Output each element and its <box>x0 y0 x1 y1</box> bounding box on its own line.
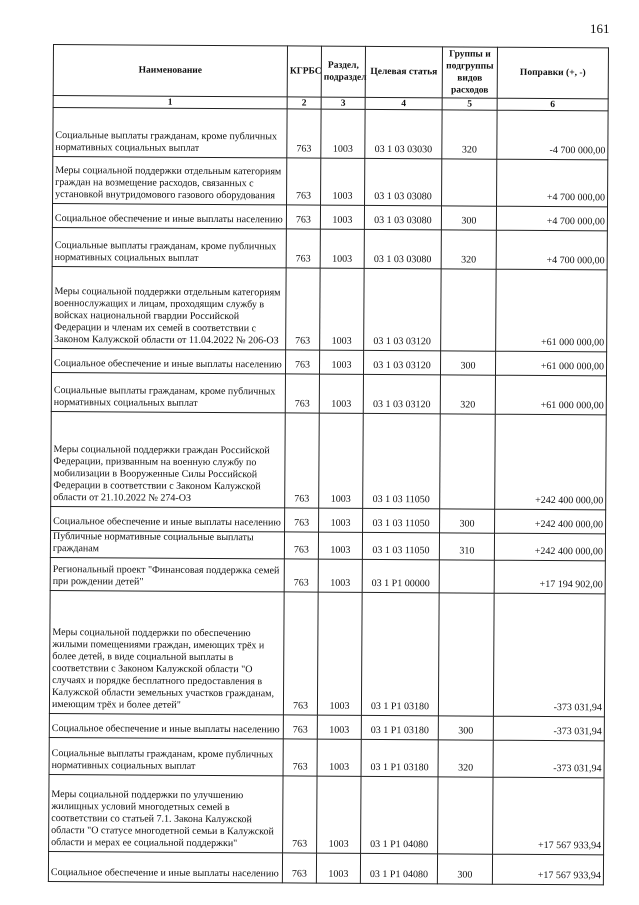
row-group: 300 <box>440 351 495 375</box>
column-header-section: Раздел, подраздел <box>321 46 365 97</box>
table-row <box>49 590 605 716</box>
table-row <box>48 851 603 884</box>
row-target: 03 1 03 03080 <box>365 158 442 205</box>
row-group <box>441 269 496 351</box>
row-name: Публичные нормативные социальные выплаты гражданам <box>50 530 284 558</box>
row-section: 1003 <box>318 532 362 559</box>
row-group: 310 <box>439 533 494 560</box>
row-name: Меры социальной поддержки отдельным категориям граждан на возмещение расходов, связанных с установкой внутридомового газового оборудования <box>53 157 287 205</box>
table-row <box>49 737 604 777</box>
row-amount: +17 567 933,94 <box>492 854 603 885</box>
row-target: 03 1 03 11050 <box>362 532 439 559</box>
column-header-target: Целевая статья <box>365 46 442 97</box>
row-group: 300 <box>437 854 492 884</box>
row-group <box>438 593 494 716</box>
row-section: 1003 <box>317 592 362 715</box>
table-row <box>51 348 606 375</box>
row-amount: +61 000 000,00 <box>495 375 606 415</box>
row-section: 1003 <box>318 559 362 592</box>
table-row <box>49 713 604 740</box>
row-kgrbs: 763 <box>284 559 318 592</box>
row-amount: -373 031,94 <box>493 740 604 778</box>
row-section: 1003 <box>321 109 365 158</box>
row-amount: +17 567 933,94 <box>493 777 604 855</box>
column-number: 5 <box>442 98 497 110</box>
table-row <box>51 372 606 414</box>
row-target: 03 1 03 11050 <box>363 508 440 532</box>
row-kgrbs: 763 <box>287 158 321 205</box>
table-row <box>52 204 607 231</box>
row-kgrbs: 763 <box>285 413 320 508</box>
row-amount: -373 031,94 <box>493 593 605 717</box>
column-header-kgrbs: КГРБС <box>287 46 321 97</box>
row-target: 03 1 Р1 03180 <box>361 715 438 739</box>
row-section: 1003 <box>319 413 364 508</box>
row-target: 03 1 Р1 04080 <box>360 853 437 883</box>
row-kgrbs: 763 <box>284 532 318 559</box>
table-row <box>49 774 604 854</box>
row-amount: +61 000 000,00 <box>496 269 607 352</box>
row-kgrbs: 763 <box>286 268 321 350</box>
row-name: Меры социальной поддержки отдельным категориям военнослужащих и лицам, проходящим службу в войсках национальной гвардии Российской Федерации и членам их семей в соответствии с Законом Калужской области от 11.04.2022 № 206-ОЗ <box>52 266 286 349</box>
column-number: 1 <box>53 96 287 109</box>
row-amount: +4 700 000,00 <box>497 159 608 207</box>
row-section: 1003 <box>320 205 364 229</box>
row-group <box>439 560 494 593</box>
row-section: 1003 <box>321 158 365 205</box>
row-section: 1003 <box>319 374 363 413</box>
column-number: 2 <box>287 97 321 109</box>
table-row <box>52 227 607 269</box>
row-kgrbs: 763 <box>287 109 321 158</box>
row-kgrbs: 763 <box>286 205 320 229</box>
row-section: 1003 <box>317 739 361 776</box>
row-target: 03 1 03 03120 <box>364 268 441 350</box>
column-header-amendments: Поправки (+, -) <box>497 47 608 99</box>
row-name: Социальное обеспечение и иные выплаты населению <box>51 348 285 373</box>
row-section: 1003 <box>320 268 365 350</box>
table-row <box>51 411 607 509</box>
row-kgrbs: 763 <box>282 853 316 883</box>
row-amount: +242 400 000,00 <box>494 533 605 561</box>
row-name: Социальное обеспечение и иные выплаты населению <box>48 851 282 882</box>
column-number: 6 <box>497 98 608 111</box>
budget-amendments-table <box>48 44 609 885</box>
row-name: Социальные выплаты гражданам, кроме публичных нормативных социальных выплат <box>53 108 287 158</box>
row-target: 03 1 03 03120 <box>363 350 440 374</box>
row-amount: +4 700 000,00 <box>496 206 607 231</box>
row-group <box>440 414 496 509</box>
row-kgrbs: 763 <box>283 776 317 853</box>
page-number: 161 <box>590 21 610 36</box>
row-group: 320 <box>442 110 497 159</box>
row-amount: +17 194 902,00 <box>494 560 605 594</box>
row-name: Меры социальной поддержки по обеспечению жилыми помещениями граждан, имеющих трёх и более детей, в виде социальной выплаты в соответствии с Законом Калужской области "О случаях и порядке бесплатного предоставления в Калужской области земельных участков гражданам, имеющим трёх и более детей" <box>49 590 284 714</box>
row-section: 1003 <box>320 229 364 268</box>
row-kgrbs: 763 <box>286 229 320 268</box>
table-header-row <box>53 45 608 99</box>
row-name: Меры социальной поддержки по улучшению жилищных условий многодетных семей в соответствии со статьей 7.1. Закона Калужской области "О статусе многодетной семьи в Калужской области и мерах ее социальной поддержки" <box>49 774 283 852</box>
row-target: 03 1 Р1 00000 <box>362 559 439 592</box>
column-number: 3 <box>321 97 365 109</box>
row-name: Меры социальной поддержки граждан Российской Федерации, призванным на военную службу по мобилизации в Вооруженные Силы Российской Федерации в соответствии с Законом Калужской области от 21.10.2022 № 274-ОЗ <box>51 411 286 507</box>
row-name: Региональный проект "Финансовая поддержка семей при рождении детей" <box>50 557 284 591</box>
row-section: 1003 <box>316 853 360 883</box>
row-target: 03 1 Р1 03180 <box>361 592 439 715</box>
row-amount: +61 000 000,00 <box>495 351 606 376</box>
row-name: Социальное обеспечение и иные выплаты населению <box>51 506 285 531</box>
row-kgrbs: 763 <box>285 508 319 532</box>
row-target: 03 1 03 11050 <box>363 413 441 508</box>
row-section: 1003 <box>319 350 363 374</box>
row-amount: +242 400 000,00 <box>495 509 606 534</box>
row-group: 320 <box>441 230 496 269</box>
row-kgrbs: 763 <box>285 374 319 413</box>
row-kgrbs: 763 <box>283 715 317 739</box>
row-name: Социальные выплаты гражданам, кроме публичных нормативных социальных выплат <box>49 737 283 775</box>
row-target: 03 1 Р1 04080 <box>361 776 438 853</box>
table-row <box>51 506 606 533</box>
row-group: 300 <box>438 716 493 740</box>
table-row <box>50 530 605 560</box>
row-section: 1003 <box>317 776 361 853</box>
row-group: 300 <box>440 509 495 533</box>
table-row <box>52 266 607 351</box>
row-group: 300 <box>441 206 496 230</box>
table-row <box>53 108 608 160</box>
row-group <box>442 159 497 206</box>
row-name: Социальные выплаты гражданам, кроме публичных нормативных социальных выплат <box>52 227 286 267</box>
row-name: Социальное обеспечение и иные выплаты населению <box>49 713 283 738</box>
row-target: 03 1 03 03080 <box>364 205 441 229</box>
row-group: 320 <box>438 740 493 777</box>
row-target: 03 1 Р1 03180 <box>361 739 438 776</box>
row-group: 320 <box>440 375 495 414</box>
row-group <box>438 777 493 854</box>
row-section: 1003 <box>317 715 361 739</box>
column-header-name: Наименование <box>53 45 287 97</box>
row-kgrbs: 763 <box>283 739 317 776</box>
row-amount: +4 700 000,00 <box>496 230 607 270</box>
column-number: 4 <box>365 97 442 109</box>
row-amount: +242 400 000,00 <box>495 414 607 510</box>
row-target: 03 1 03 03030 <box>365 109 442 158</box>
row-kgrbs: 763 <box>283 592 318 715</box>
row-kgrbs: 763 <box>285 350 319 374</box>
row-amount: -4 700 000,00 <box>497 110 608 160</box>
table-row <box>50 557 605 593</box>
row-target: 03 1 03 03120 <box>363 374 440 413</box>
row-amount: -373 031,94 <box>493 716 604 741</box>
row-section: 1003 <box>319 508 363 532</box>
row-name: Социальное обеспечение и иные выплаты населению <box>52 204 286 229</box>
column-header-groups: Группы и подгруппы видов расходов <box>442 47 497 98</box>
row-name: Социальные выплаты гражданам, кроме публичных нормативных социальных выплат <box>51 372 285 412</box>
row-target: 03 1 03 03080 <box>364 229 441 268</box>
table-row <box>53 157 608 207</box>
